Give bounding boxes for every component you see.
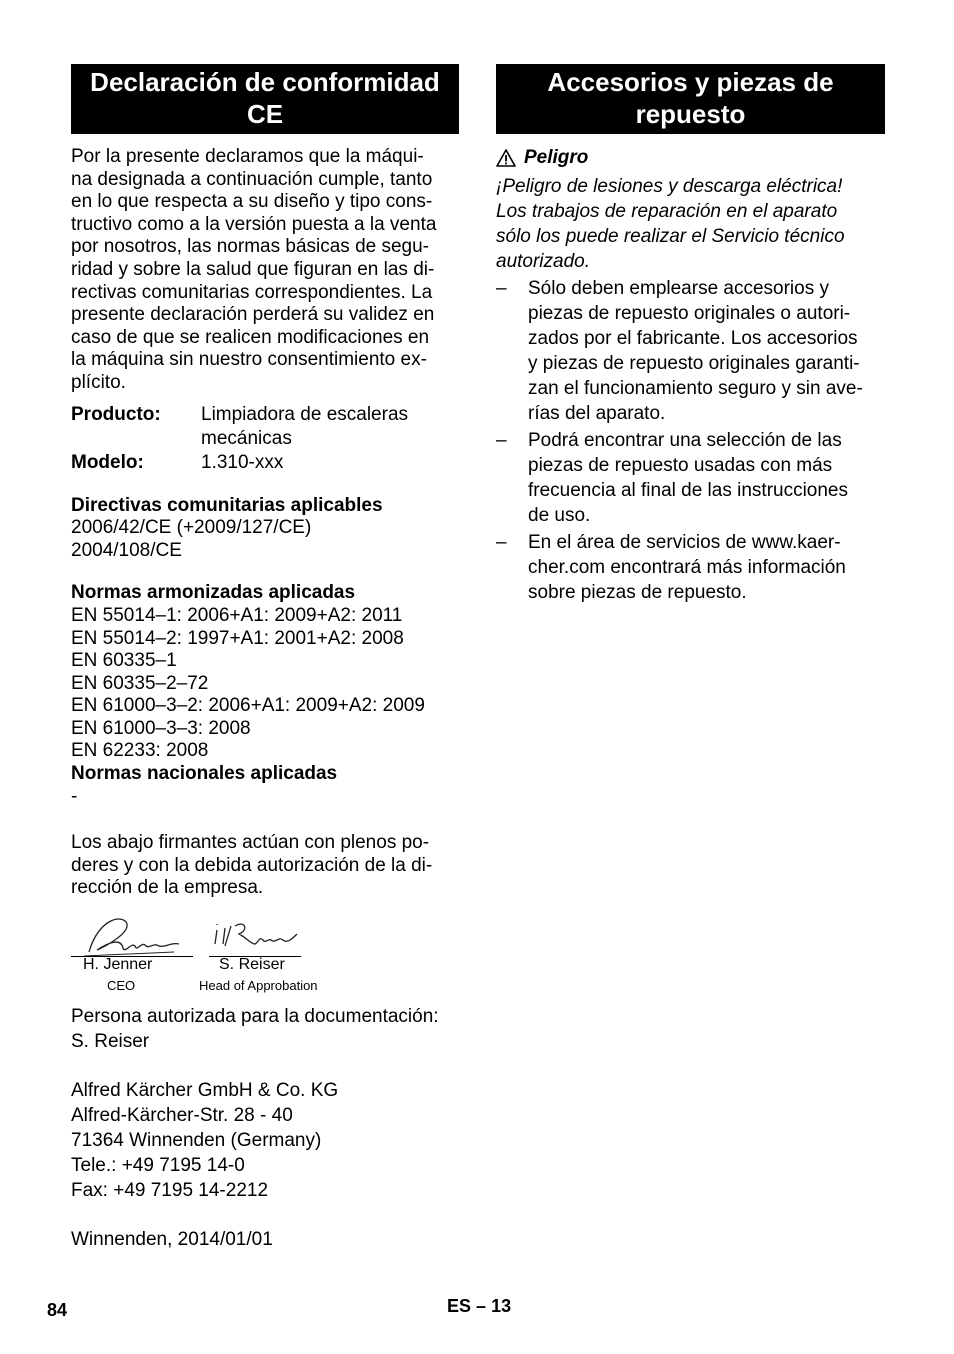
intro-line: tructivo como a la versión puesta a la venta: [71, 213, 437, 235]
national-heading: Normas nacionales aplicadas: [71, 763, 338, 785]
intro-paragraph: [71, 146, 459, 395]
signature-jenner: [79, 912, 199, 962]
address-line: Alfred-Kärcher-Str. 28 - 40: [71, 1105, 293, 1127]
list-item-line: sobre piezas de repuesto.: [528, 582, 747, 603]
model-value: 1.310-xxx: [201, 451, 284, 473]
danger-heading: [496, 146, 885, 170]
intro-line: ridad y sobre la salud que figuran en las di-: [71, 258, 435, 280]
intro-line: plícito.: [71, 371, 126, 393]
signature-reiser: [209, 916, 304, 956]
list-item-line: y piezas de repuesto originales garanti-: [528, 353, 860, 374]
danger-line: ¡Peligro de lesiones y descarga eléctrica!: [496, 176, 843, 197]
list-item-line: zados por el fabricante. Los accesorios: [528, 328, 858, 349]
product-value-cont: mecánicas: [201, 427, 292, 449]
danger-line: Los trabajos de reparación en el aparato: [496, 201, 838, 222]
list-item: [496, 428, 885, 528]
section-page-indicator: [447, 1296, 511, 1317]
page-separator: –: [476, 1296, 487, 1316]
left-column: [71, 64, 459, 1252]
address-line: Tele.: +49 7195 14-0: [71, 1155, 245, 1177]
intro-line: la máquina sin nuestro consentimiento ex-: [71, 349, 427, 371]
signer-name: S. Reiser: [219, 956, 285, 974]
list-item-line: En el área de servicios de www.kaer-: [528, 532, 841, 553]
page-number: 84: [47, 1300, 68, 1320]
list-dash: –: [496, 278, 507, 299]
signatories-line: Los abajo firmantes actúan con plenos po-: [71, 832, 430, 854]
company-address: [71, 1078, 459, 1203]
signer-title: Head of Approbation: [199, 978, 318, 994]
list-item-line: rías del aparato.: [528, 403, 666, 424]
list-item-line: frecuencia al final de las instrucciones: [528, 480, 849, 501]
product-info: [71, 403, 459, 475]
warning-triangle-icon: [496, 149, 516, 167]
intro-line: en lo que respecta a su diseño y tipo cons-: [71, 191, 433, 213]
address-line: Alfred Kärcher GmbH & Co. KG: [71, 1080, 339, 1102]
intro-line: caso de que se realicen modificaciones en: [71, 326, 430, 348]
intro-line: presente declaración perderá su validez en: [71, 304, 435, 326]
product-row: [71, 403, 459, 451]
intro-line: Por la presente declaramos que la máqui-: [71, 146, 424, 167]
section-title-accessories: Accesorios y piezas de repuesto: [496, 64, 885, 134]
place-date: Winnenden, 2014/01/01: [71, 1229, 273, 1251]
standard-item: EN 55014–1: 2006+A1: 2009+A2: 2011: [71, 604, 403, 626]
standard-item: EN 61000–3–3: 2008: [71, 717, 251, 739]
list-item-line: de uso.: [528, 505, 591, 526]
model-row: [71, 451, 459, 475]
standard-item: EN 60335–1: [71, 650, 177, 672]
address-line: 71364 Winnenden (Germany): [71, 1130, 322, 1152]
product-label: Producto:: [71, 403, 161, 425]
list-item-line: cher.com encontrará más información: [528, 557, 846, 578]
right-column: [496, 64, 885, 605]
directive-item: 2006/42/CE (+2009/127/CE): [71, 517, 312, 539]
authorized-name: S. Reiser: [71, 1031, 150, 1053]
danger-text: [496, 174, 885, 274]
directives-heading: Directivas comunitarias aplicables: [71, 494, 383, 516]
standard-item: EN 61000–3–2: 2006+A1: 2009+A2: 2009: [71, 695, 425, 717]
section-title-declaration: Declaración de conformidad CE: [71, 64, 459, 134]
danger-line: sólo los puede realizar el Servicio técnico: [496, 226, 845, 247]
national-value: -: [71, 785, 78, 807]
list-dash: –: [496, 430, 507, 451]
model-label: Modelo:: [71, 451, 144, 473]
list-item-line: Podrá encontrar una selección de las: [528, 430, 842, 451]
list-dash: –: [496, 532, 507, 553]
signature-block: [71, 912, 459, 1004]
standard-item: EN 55014–2: 1997+A1: 2001+A2: 2008: [71, 627, 404, 649]
directive-item: 2004/108/CE: [71, 539, 182, 561]
product-value: Limpiadora de escaleras: [201, 403, 409, 425]
list-item: [496, 276, 885, 426]
standard-item: EN 60335–2–72: [71, 672, 209, 694]
signer-title: CEO: [107, 978, 136, 994]
intro-line: rectivas comunitarias correspondientes. La: [71, 281, 433, 303]
signer-name: H. Jenner: [83, 956, 153, 974]
address-line: Fax: +49 7195 14-2212: [71, 1180, 269, 1202]
signatories-paragraph: [71, 832, 459, 900]
list-item-line: piezas de repuesto usadas con más: [528, 455, 833, 476]
list-item-line: piezas de repuesto originales o autori-: [528, 303, 851, 324]
signatories-line: deres y con la debida autorización de la di-: [71, 854, 433, 876]
danger-line: autorizado.: [496, 251, 591, 272]
list-item-line: zan el funcionamiento seguro y sin ave-: [528, 378, 863, 399]
local-page-number: 13: [491, 1296, 512, 1316]
language-code: ES: [447, 1296, 472, 1316]
list-item-line: Sólo deben emplearse accesorios y: [528, 278, 830, 299]
signatories-line: rección de la empresa.: [71, 877, 264, 899]
list-item: [496, 530, 885, 605]
authorized-line: Persona autorizada para la documentación:: [71, 1006, 439, 1028]
intro-line: por nosotros, las normas básicas de segu-: [71, 236, 430, 258]
standard-item: EN 62233: 2008: [71, 740, 209, 762]
intro-line: na designada a continuación cumple, tanto: [71, 168, 433, 190]
accessories-list: [496, 276, 885, 605]
harmonized-heading: Normas armonizadas aplicadas: [71, 582, 356, 604]
danger-label: Peligro: [524, 147, 589, 168]
